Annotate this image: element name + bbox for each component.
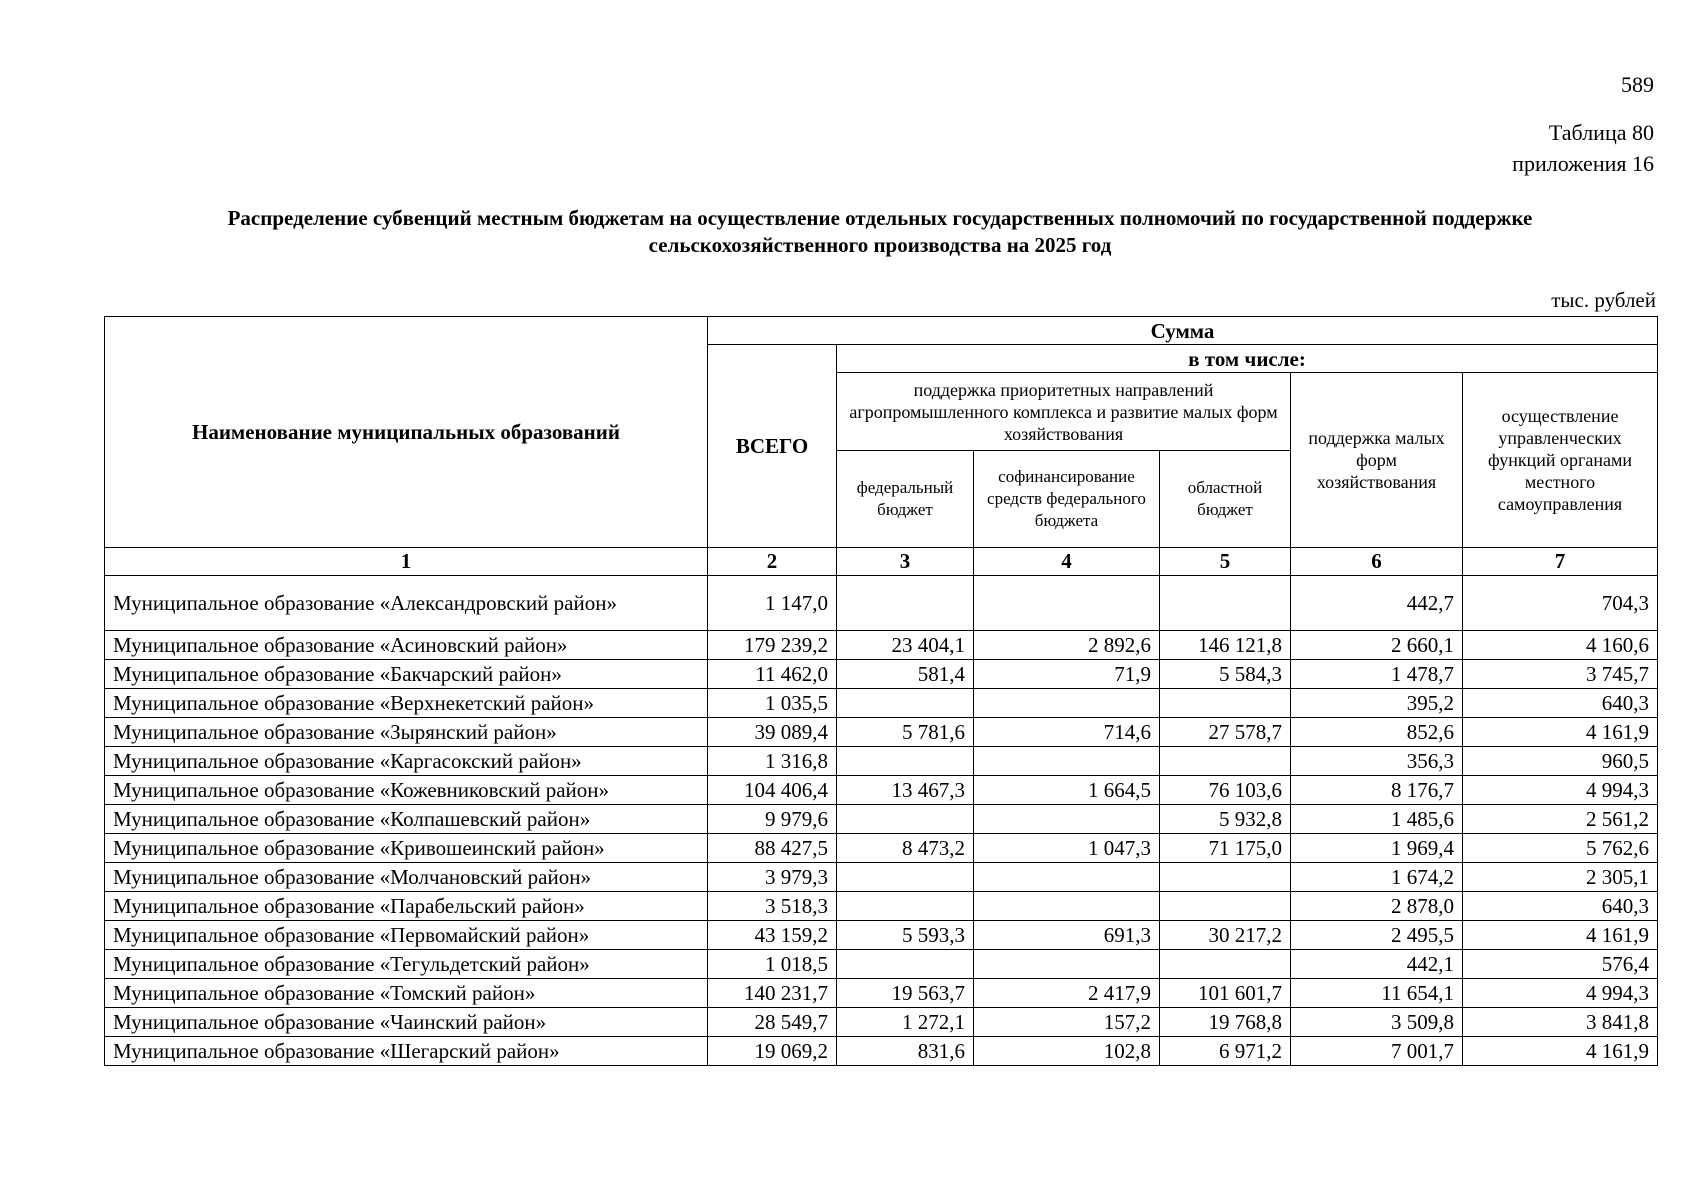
header-priority-support: поддержка приоритетных направлений агропромышленного комплекса и развитие малых форм хозяйствования <box>837 373 1291 451</box>
regional-budget-cell: 19 768,8 <box>1160 1008 1291 1037</box>
table-row <box>105 631 1658 660</box>
management-cell: 3 745,7 <box>1463 660 1658 689</box>
total-cell: 1 018,5 <box>708 950 837 979</box>
federal-budget-cell: 19 563,7 <box>837 979 974 1008</box>
table-row <box>105 921 1658 950</box>
federal-budget-cell: 581,4 <box>837 660 974 689</box>
regional-budget-cell <box>1160 892 1291 921</box>
table-reference <box>1512 117 1654 179</box>
total-cell: 28 549,7 <box>708 1008 837 1037</box>
small-forms-cell: 395,2 <box>1291 689 1463 718</box>
small-forms-cell: 3 509,8 <box>1291 1008 1463 1037</box>
total-cell: 140 231,7 <box>708 979 837 1008</box>
municipality-name-cell: Муниципальное образование «Чаинский район» <box>105 1008 708 1037</box>
header-sum: Сумма <box>708 317 1658 345</box>
cofinancing-cell: 157,2 <box>974 1008 1160 1037</box>
table-row <box>105 660 1658 689</box>
document-title-line1: Распределение субвенций местным бюджетам на осуществление отдельных государственных полномочий по государственной поддержке <box>227 206 1533 230</box>
small-forms-cell: 8 176,7 <box>1291 776 1463 805</box>
regional-budget-cell <box>1160 747 1291 776</box>
column-number: 3 <box>837 548 974 576</box>
column-numbers-row <box>105 548 1658 576</box>
management-cell: 4 994,3 <box>1463 979 1658 1008</box>
table-row <box>105 576 1658 631</box>
regional-budget-cell: 5 584,3 <box>1160 660 1291 689</box>
header-municipality-name: Наименование муниципальных образований <box>105 317 708 548</box>
small-forms-cell: 852,6 <box>1291 718 1463 747</box>
total-cell: 3 979,3 <box>708 863 837 892</box>
federal-budget-cell <box>837 863 974 892</box>
federal-budget-cell <box>837 950 974 979</box>
small-forms-cell: 442,1 <box>1291 950 1463 979</box>
federal-budget-cell: 23 404,1 <box>837 631 974 660</box>
header-including: в том числе: <box>837 345 1658 373</box>
municipality-name-cell: Муниципальное образование «Первомайский район» <box>105 921 708 950</box>
column-number: 2 <box>708 548 837 576</box>
cofinancing-cell <box>974 689 1160 718</box>
page-number: 589 <box>1621 72 1654 97</box>
small-forms-cell: 11 654,1 <box>1291 979 1463 1008</box>
total-cell: 179 239,2 <box>708 631 837 660</box>
total-cell: 1 035,5 <box>708 689 837 718</box>
total-cell: 3 518,3 <box>708 892 837 921</box>
management-cell: 2 305,1 <box>1463 863 1658 892</box>
management-cell: 4 160,6 <box>1463 631 1658 660</box>
cofinancing-cell: 71,9 <box>974 660 1160 689</box>
federal-budget-cell: 8 473,2 <box>837 834 974 863</box>
cofinancing-cell: 102,8 <box>974 1037 1160 1066</box>
regional-budget-cell: 30 217,2 <box>1160 921 1291 950</box>
regional-budget-cell: 146 121,8 <box>1160 631 1291 660</box>
municipality-name-cell: Муниципальное образование «Тегульдетский район» <box>105 950 708 979</box>
management-cell: 5 762,6 <box>1463 834 1658 863</box>
municipality-name-cell: Муниципальное образование «Парабельский район» <box>105 892 708 921</box>
federal-budget-cell <box>837 689 974 718</box>
municipality-name-cell: Муниципальное образование «Каргасокский район» <box>105 747 708 776</box>
header-regional-budget: областной бюджет <box>1160 451 1291 548</box>
small-forms-cell: 442,7 <box>1291 576 1463 631</box>
small-forms-cell: 2 495,5 <box>1291 921 1463 950</box>
header-management-functions: осуществление управленческих функций органами местного самоуправления <box>1463 373 1658 548</box>
small-forms-cell: 2 660,1 <box>1291 631 1463 660</box>
federal-budget-cell: 5 593,3 <box>837 921 974 950</box>
header-cofinancing: софинансирование средств федерального бюджета <box>974 451 1160 548</box>
cofinancing-cell: 1 047,3 <box>974 834 1160 863</box>
column-number: 1 <box>105 548 708 576</box>
federal-budget-cell: 5 781,6 <box>837 718 974 747</box>
table-ref-line1: Таблица 80 <box>1548 120 1654 145</box>
management-cell: 960,5 <box>1463 747 1658 776</box>
column-number: 5 <box>1160 548 1291 576</box>
cofinancing-cell: 691,3 <box>974 921 1160 950</box>
federal-budget-cell: 831,6 <box>837 1037 974 1066</box>
regional-budget-cell <box>1160 863 1291 892</box>
regional-budget-cell: 71 175,0 <box>1160 834 1291 863</box>
management-cell: 4 161,9 <box>1463 921 1658 950</box>
cofinancing-cell <box>974 747 1160 776</box>
table-row <box>105 718 1658 747</box>
total-cell: 11 462,0 <box>708 660 837 689</box>
table-row <box>105 689 1658 718</box>
total-cell: 104 406,4 <box>708 776 837 805</box>
municipality-name-cell: Муниципальное образование «Верхнекетский район» <box>105 689 708 718</box>
table-row <box>105 1037 1658 1066</box>
cofinancing-cell: 714,6 <box>974 718 1160 747</box>
regional-budget-cell: 5 932,8 <box>1160 805 1291 834</box>
municipality-name-cell: Муниципальное образование «Кожевниковский район» <box>105 776 708 805</box>
table-row <box>105 1008 1658 1037</box>
total-cell: 1 147,0 <box>708 576 837 631</box>
municipality-name-cell: Муниципальное образование «Бакчарский район» <box>105 660 708 689</box>
table-row <box>105 863 1658 892</box>
small-forms-cell: 1 485,6 <box>1291 805 1463 834</box>
municipality-name-cell: Муниципальное образование «Шегарский район» <box>105 1037 708 1066</box>
header-small-forms-support: поддержка малых форм хозяйствования <box>1291 373 1463 548</box>
header-total: ВСЕГО <box>708 345 837 548</box>
document-title <box>100 205 1660 259</box>
management-cell: 576,4 <box>1463 950 1658 979</box>
total-cell: 39 089,4 <box>708 718 837 747</box>
cofinancing-cell <box>974 863 1160 892</box>
total-cell: 43 159,2 <box>708 921 837 950</box>
header-federal-budget: федеральный бюджет <box>837 451 974 548</box>
regional-budget-cell <box>1160 950 1291 979</box>
table-row <box>105 776 1658 805</box>
table-row <box>105 950 1658 979</box>
small-forms-cell: 1 969,4 <box>1291 834 1463 863</box>
federal-budget-cell <box>837 805 974 834</box>
cofinancing-cell <box>974 576 1160 631</box>
table-row <box>105 834 1658 863</box>
federal-budget-cell <box>837 747 974 776</box>
regional-budget-cell: 76 103,6 <box>1160 776 1291 805</box>
management-cell: 3 841,8 <box>1463 1008 1658 1037</box>
management-cell: 640,3 <box>1463 689 1658 718</box>
total-cell: 19 069,2 <box>708 1037 837 1066</box>
table-row <box>105 979 1658 1008</box>
total-cell: 1 316,8 <box>708 747 837 776</box>
management-cell: 640,3 <box>1463 892 1658 921</box>
column-number: 4 <box>974 548 1160 576</box>
small-forms-cell: 356,3 <box>1291 747 1463 776</box>
regional-budget-cell: 101 601,7 <box>1160 979 1291 1008</box>
small-forms-cell: 7 001,7 <box>1291 1037 1463 1066</box>
federal-budget-cell <box>837 576 974 631</box>
cofinancing-cell: 2 892,6 <box>974 631 1160 660</box>
small-forms-cell: 2 878,0 <box>1291 892 1463 921</box>
federal-budget-cell: 13 467,3 <box>837 776 974 805</box>
cofinancing-cell <box>974 892 1160 921</box>
cofinancing-cell: 1 664,5 <box>974 776 1160 805</box>
municipality-name-cell: Муниципальное образование «Молчановский район» <box>105 863 708 892</box>
municipality-name-cell: Муниципальное образование «Томский район» <box>105 979 708 1008</box>
column-number: 7 <box>1463 548 1658 576</box>
total-cell: 9 979,6 <box>708 805 837 834</box>
total-cell: 88 427,5 <box>708 834 837 863</box>
municipality-name-cell: Муниципальное образование «Асиновский район» <box>105 631 708 660</box>
table-row <box>105 892 1658 921</box>
small-forms-cell: 1 674,2 <box>1291 863 1463 892</box>
cofinancing-cell <box>974 805 1160 834</box>
regional-budget-cell: 27 578,7 <box>1160 718 1291 747</box>
cofinancing-cell <box>974 950 1160 979</box>
management-cell: 704,3 <box>1463 576 1658 631</box>
municipality-name-cell: Муниципальное образование «Кривошеинский район» <box>105 834 708 863</box>
document-title-line2: сельскохозяйственного производства на 2025 год <box>648 233 1112 257</box>
table-row <box>105 747 1658 776</box>
table-row <box>105 805 1658 834</box>
municipality-name-cell: Муниципальное образование «Александровский район» <box>105 576 708 631</box>
table-ref-line2: приложения 16 <box>1512 151 1654 176</box>
management-cell: 4 994,3 <box>1463 776 1658 805</box>
regional-budget-cell: 6 971,2 <box>1160 1037 1291 1066</box>
federal-budget-cell: 1 272,1 <box>837 1008 974 1037</box>
units-label: тыс. рублей <box>1551 288 1656 312</box>
small-forms-cell: 1 478,7 <box>1291 660 1463 689</box>
regional-budget-cell <box>1160 689 1291 718</box>
management-cell: 4 161,9 <box>1463 1037 1658 1066</box>
management-cell: 2 561,2 <box>1463 805 1658 834</box>
municipality-name-cell: Муниципальное образование «Колпашевский район» <box>105 805 708 834</box>
management-cell: 4 161,9 <box>1463 718 1658 747</box>
regional-budget-cell <box>1160 576 1291 631</box>
municipality-name-cell: Муниципальное образование «Зырянский район» <box>105 718 708 747</box>
cofinancing-cell: 2 417,9 <box>974 979 1160 1008</box>
subventions-table <box>104 316 1658 1066</box>
federal-budget-cell <box>837 892 974 921</box>
column-number: 6 <box>1291 548 1463 576</box>
